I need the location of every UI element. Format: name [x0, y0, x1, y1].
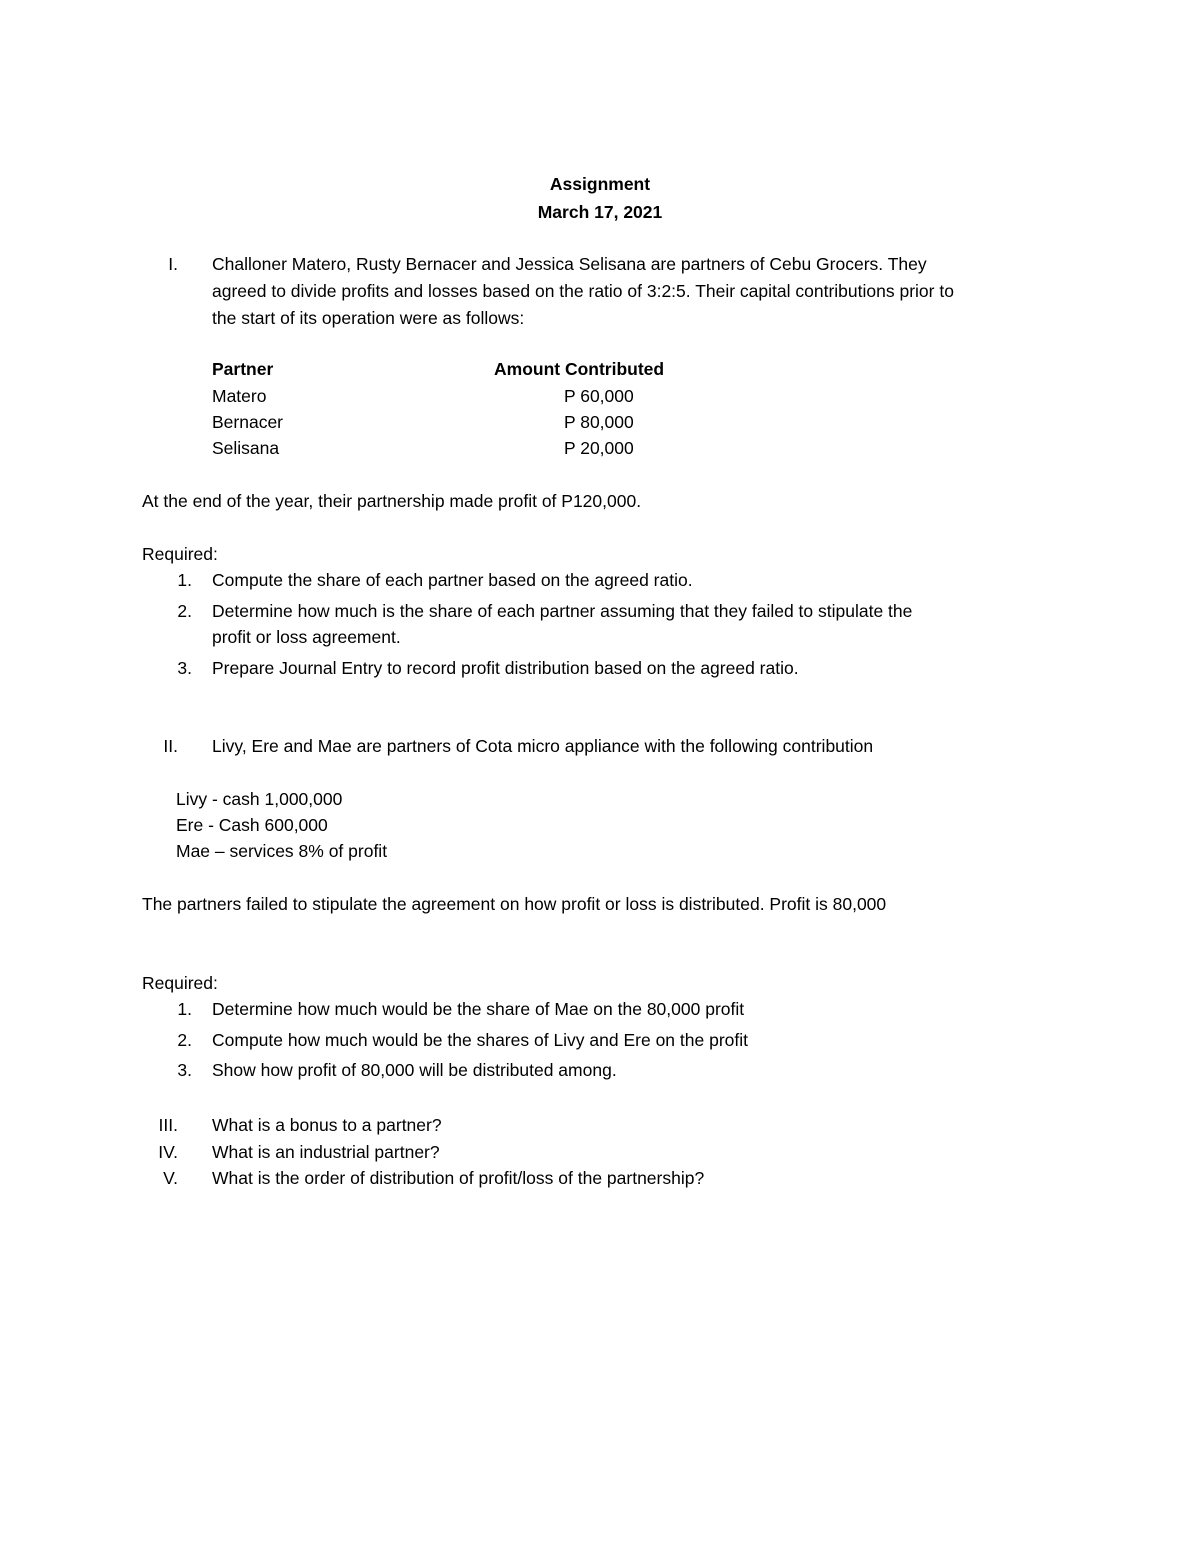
document-date: March 17, 2021 [537, 202, 663, 222]
list-item: Compute how much would be the shares of Livy and Ere on the profit [212, 1030, 748, 1050]
table-header-partner: Partner [212, 359, 274, 379]
section-1-line-1: Challoner Matero, Rusty Bernacer and Jessica Selisana are partners of Cebu Grocers. They [212, 254, 927, 274]
question-text: What is an industrial partner? [212, 1142, 440, 1162]
partner-amount: P 60,000 [564, 386, 634, 406]
question-numeral: IV. [158, 1142, 178, 1162]
list-item: Determine how much is the share of each partner assuming that they failed to stipulate the [212, 601, 913, 621]
list-item-number: 3. [177, 658, 192, 678]
list-item-number: 1. [177, 570, 192, 590]
partner-amount: P 20,000 [564, 438, 634, 458]
list-item-continued: profit or loss agreement. [212, 627, 401, 647]
list-item-number: 2. [177, 1030, 192, 1050]
section-2-numeral: II. [163, 736, 178, 756]
question-text: What is the order of distribution of profit/loss of the partnership? [212, 1168, 705, 1188]
table-header-amount: Amount Contributed [494, 359, 665, 379]
question-numeral: III. [158, 1115, 178, 1135]
required-label: Required: [142, 973, 218, 993]
list-item: Prepare Journal Entry to record profit distribution based on the agreed ratio. [212, 658, 799, 678]
partner-name: Selisana [212, 438, 280, 458]
section-2-intro: Livy, Ere and Mae are partners of Cota micro appliance with the following contribution [212, 736, 874, 756]
partner-name: Bernacer [212, 412, 284, 432]
required-label: Required: [142, 544, 218, 564]
document-title: Assignment [549, 174, 651, 194]
contribution-line: Mae – services 8% of profit [176, 841, 388, 861]
section-2-statement: The partners failed to stipulate the agreement on how profit or loss is distributed. Profit is 80,000 [142, 894, 887, 914]
contribution-line: Livy - cash 1,000,000 [176, 789, 343, 809]
partner-amount: P 80,000 [564, 412, 634, 432]
section-1-line-3: the start of its operation were as follows: [212, 308, 525, 328]
question-text: What is a bonus to a partner? [212, 1115, 442, 1135]
section-1-line-2: agreed to divide profits and losses based on the ratio of 3:2:5. Their capital contributions prior to [212, 281, 954, 301]
section-1-numeral: I. [168, 254, 178, 274]
list-item: Compute the share of each partner based on the agreed ratio. [212, 570, 693, 590]
question-numeral: V. [163, 1168, 178, 1188]
list-item-number: 3. [177, 1060, 192, 1080]
list-item-number: 1. [177, 999, 192, 1019]
list-item: Show how profit of 80,000 will be distributed among. [212, 1060, 617, 1080]
list-item: Determine how much would be the share of Mae on the 80,000 profit [212, 999, 745, 1019]
profit-statement: At the end of the year, their partnership made profit of P120,000. [142, 491, 642, 511]
partner-name: Matero [212, 386, 267, 406]
list-item-number: 2. [177, 601, 192, 621]
contribution-line: Ere - Cash 600,000 [176, 815, 328, 835]
